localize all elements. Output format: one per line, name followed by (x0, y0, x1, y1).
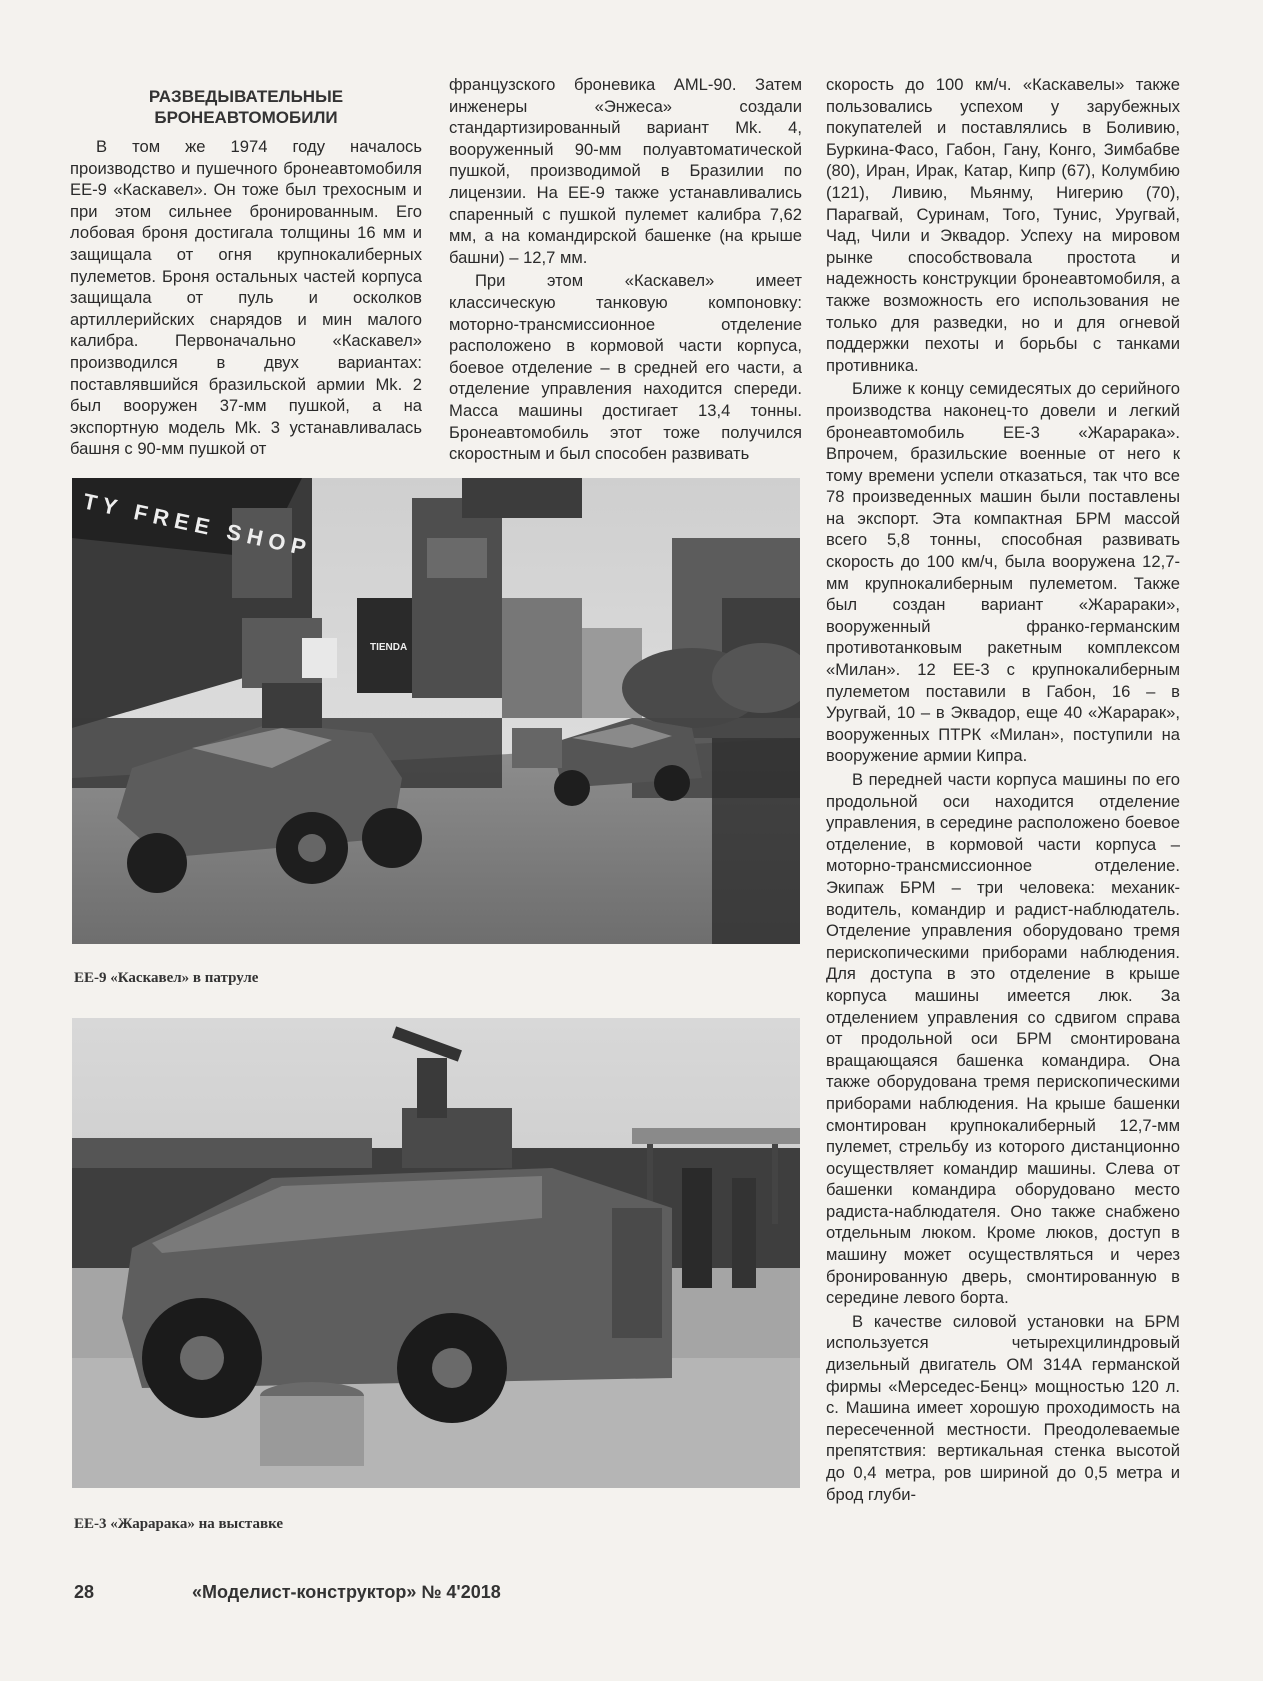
paragraph: Ближе к концу семидесятых до серийного производства наконец-то довели и легкий бронеавтомобиль EE-3 «Жарарака». Впрочем, бразильские военные от него к тому времени успели отказаться, так что все 78 произведенных машин были поставлены на экспорт. Эта компактная БРМ массой всего 5,8 тонны, способная развивать скорость до 100 км/ч, была вооружена 12,7-мм крупнокалиберным пулеметом. Также был создан вариант «Жарараки», вооруженный франко-германским противотанковым ракетным комплексом «Милан». 12 EE-3 с крупнокалиберным пулеметом поставили в Габон, 16 – в Уругвай, 10 – в Эквадор, еще 40 «Жарарак», вооруженных ПТРК «Милан», поступили на вооружение армии Кипра. (826, 379, 1180, 766)
photo-ee3-exhibition (72, 1018, 800, 1488)
text-column-1 (70, 136, 422, 460)
heading-line-1: РАЗВЕДЫВАТЕЛЬНЫЕ (148, 87, 344, 106)
paragraph: скорость до 100 км/ч. «Каскавелы» также пользовались успехом у зарубежных покупателей и поставлялись в Боливию, Буркина-Фасо, Габон, Гану, Конго, Зимбабве (80), Иран, Ирак, Катар, Кипр (67), Колумбию (121), Ливию, Мьянму, Нигерию (70), Парагвай, Суринам, Того, Тунис, Уругвай, Чад, Чили и Эквадор. Успеху на мировом рынке способствовала простота и надежность конструкции бронеавтомобиля, а также возможность его использования не только для разведки, но и для огневой поддержки пехоты и борьбы с танками противника. (826, 75, 1180, 375)
magazine-title: «Моделист-конструктор» № 4'2018 (192, 1582, 501, 1602)
paragraph: В качестве силовой установки на БРМ используется четырехцилиндровый дизельный двигатель ОМ 314А германской фирмы «Мерседес-Бенц» мощностью 120 л. с. Машина имеет хорошую проходимость на пересеченной местности. Преодолеваемые препятствия: вертикальная стенка высотой до 0,4 метра, ров шириной до 0,5 метра и брод глуби- (826, 1311, 1180, 1504)
text-column-3 (826, 74, 1180, 1505)
section-heading (70, 86, 422, 128)
photo2-caption: EE-3 «Жарарака» на выставке (74, 1516, 284, 1532)
paragraph: В том же 1974 году началось производство и пушечного бронеавтомобиля EE-9 «Каскавел». Он тоже был трехосным и при этом сильнее бронированным. Его лобовая броня достигала толщины 16 мм и защищала от огня крупнокалиберных пулеметов. Броня остальных частей корпуса защищала от пуль и осколков артиллерийских снарядов и мин малого калибра. Первоначально «Каскавел» производился в двух вариантах: поставлявшийся бразильской армии Mk. 2 был вооружен 37-мм пушкой, а на экспортную модель Mk. 3 устанавливалась башня с 90-мм пушкой от (70, 137, 422, 459)
paragraph: В передней части корпуса машины по его продольной оси находится отделение управления, в середине расположено боевое отделение, в кормовой части корпуса – моторно-трансмиссионное отделение. Экипаж БРМ – три человека: механик-водитель, командир и радист-наблюдатель. Отделение управления оборудовано тремя перископическими приборами наблюдения. Для доступа в это отделение в крыше корпуса машины имеется люк. За отделением управления со сдвигом справа от продольной оси БРМ смонтирована вращающаяся башенка командира. Она также оборудована тремя перископическими приборами наблюдения. На крыше башенки смонтирован крупнокалиберный 12,7-мм пулемет, стрельбу из которого дистанционно осуществляет командир машины. Слева от башенки командира оборудовано место радиста-наблюдателя. Оно также снабжено отдельным люком. Кроме люков, доступ в машину может осуществляться и через бронированную дверь, смонтированную в середине левого борта. (826, 770, 1180, 1308)
photo1-caption: EE-9 «Каскавел» в патруле (74, 970, 259, 986)
text-column-2 (449, 74, 802, 465)
heading-line-2: БРОНЕАВТОМОБИЛИ (154, 108, 338, 127)
photo-ee9-patrol (72, 478, 800, 944)
paragraph: При этом «Каскавел» имеет классическую танковую компоновку: моторно-трансмиссионное отделение расположено в кормовой части корпуса, боевое отделение – в средней его части, а отделение управления находится спереди. Масса машины достигает 13,4 тонны. Бронеавтомобиль этот тоже получился скоростным и был способен развивать (449, 271, 802, 464)
paragraph: французского броневика AML-90. Затем инженеры «Энжеса» создали стандартизированный вариант Mk. 4, вооруженный 90-мм полуавтоматической пушкой, производимой в Бразилии по лицензии. На EE-9 также устанавливались спаренный с пушкой пулемет калибра 7,62 мм, а на командирской башенке (на крыше башни) – 12,7 мм. (449, 75, 802, 267)
photo1-tienda-text: TIENDA (370, 642, 408, 653)
photo1-sign-text: TY FREE SHOP (80, 488, 315, 562)
page-number: 28 (74, 1582, 95, 1602)
